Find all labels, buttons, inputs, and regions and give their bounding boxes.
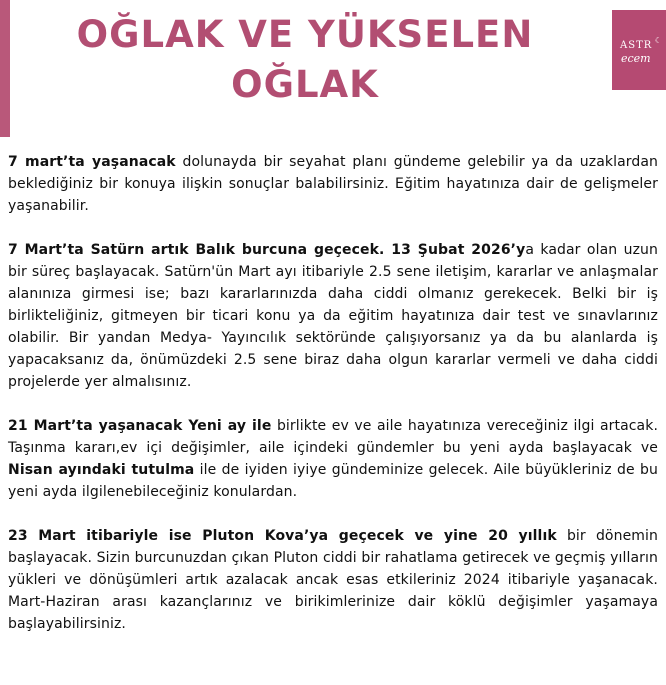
title-line-2: OĞLAK bbox=[231, 63, 379, 106]
logo-text-ecem: ecem bbox=[621, 52, 651, 65]
paragraph-3-text: birlikte ev ve aile hayatınıza vereceğiniz ilgi artacak. Taşınma kararı,ev içi değişimler, aile içindeki gündemler bu yeni ayda başlayacak ve bbox=[8, 418, 658, 456]
paragraph-4 bbox=[8, 525, 658, 635]
paragraph-2-text: a kadar olan uzun bir süreç başlayacak. Satürn'ün Mart ayı itibariyle 2.5 sene iletişim, kararlar ve anlaşmalar alanınıza girmesi ise; bazı kararlarınızda daha ciddi olmanız gerekecek. Belki bir iş birlikteliğiniz, gitmeyen bir ticari konu ya da eğitim hayatınıza dair test ve sınavlarınız olabilir. Bir yandan Medya- Yayıncılık sektöründe çalışıyorsanız ya da bu alanlarda iş yapacaksanız da, önümüzdeki 2.5 sene biraz daha olgun kararlar vermeli ve daha ciddi projelerde yer almalısınız. bbox=[8, 242, 658, 390]
brand-logo bbox=[612, 10, 666, 90]
logo-text-astr: ASTR bbox=[620, 40, 653, 51]
page-title bbox=[10, 10, 600, 110]
paragraph-3-text-end: ile de iyiden iyiye gündeminize gelecek. Aile büyükleriniz de bu yeni ayda ilgilenebileceğiniz konulardan. bbox=[8, 462, 658, 500]
paragraph-1 bbox=[8, 151, 658, 217]
title-line-1: OĞLAK VE YÜKSELEN bbox=[76, 13, 534, 56]
paragraph-3-highlight: Nisan ayındaki tutulma bbox=[8, 462, 195, 478]
left-accent-strip bbox=[0, 0, 10, 137]
paragraph-1-text: dolunayda bir seyahat planı gündeme gelebilir ya da uzaklardan beklediğiniz bir konuya ilişkin sonuçlar balabilirsiniz. Eğitim hayatınıza dair de gelişmeler yaşanabilir. bbox=[8, 154, 658, 214]
paragraph-4-lead: 23 Mart itibariyle ise Pluton Kova’ya geçecek ve yine 20 yıllık bbox=[8, 528, 557, 544]
paragraph-4-text: bir dönemin başlayacak. Sizin burcunuzdan çıkan Pluton ciddi bir rahatlama getirecek ve geçmiş yılların yükleri ve dönüşümleri artık azalacak ancak esas etkileriniz 2024 itibariyle yaşanacak. Mart-Haziran arası kazançlarınız ve birikimlerinize dair köklü değişimler yaşamaya başlayabilirsiniz. bbox=[8, 528, 658, 632]
article-body bbox=[8, 151, 658, 657]
paragraph-3 bbox=[8, 415, 658, 503]
paragraph-2-lead: 7 Mart’ta Satürn artık Balık burcuna geçecek. 13 Şubat 2026’y bbox=[8, 242, 526, 258]
paragraph-2 bbox=[8, 239, 658, 393]
paragraph-3-lead: 21 Mart’ta yaşanacak Yeni ay ile bbox=[8, 418, 272, 434]
paragraph-1-lead: 7 mart’ta yaşanacak bbox=[8, 154, 176, 170]
moon-icon: ☾ bbox=[654, 36, 662, 45]
